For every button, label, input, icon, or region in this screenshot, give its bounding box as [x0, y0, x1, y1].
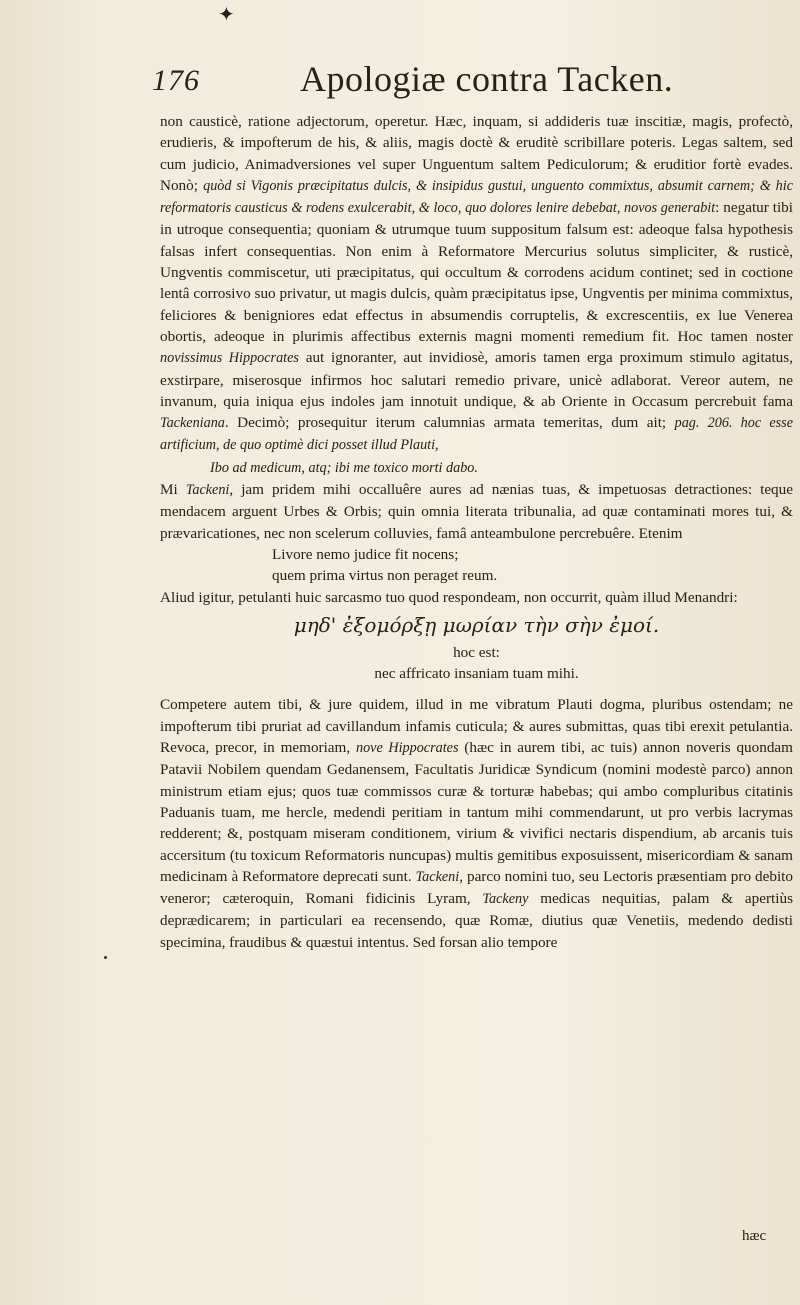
plautus-quote [160, 457, 793, 479]
latin-translation: nec affricato insaniam tuam mihi. [374, 665, 579, 683]
text-run: aut ignoranter, aut invidiosè, amoris tamen erga proximum stimulo agitatus, exstirpare, miserosque infirmos hoc salutari remedio privare, unicè adlaborat. Vereor autem, ne invanum, quia iniqua ejus indoles jam innotuit undique, & ab Oriente in Occasum percrebuit fama [160, 349, 793, 410]
catchword: hæc [742, 1228, 767, 1244]
margin-dot [104, 956, 107, 959]
greek-quote: μηδ' ἐξομόρξῃ μωρίαν τὴν σὴν ἐμοί. [293, 612, 660, 637]
text-run: non causticè, ratione adjectorum, operetur. Hæc, inquam, si addideris tuæ inscitiæ, magis, profectò, erudieris, & impofterum de his, & aliis, magis doctè & eruditè scribillare poteris. Legas saltem, sed cum judicio, Animadversiones vel super Unguentum saltem Pediculorum; & eruditior fortè evades. Nonò; [160, 113, 793, 194]
hoc-est: hoc est: [453, 643, 500, 661]
paragraph-1 [160, 111, 793, 457]
verse-line-2: quem prima virtus non peraget reum. [272, 567, 498, 585]
paragraph-3: Aliud igitur, petulanti huic sarcasmo tuo quod respondeam, non occurrit, quàm illud Menandri: [160, 588, 738, 606]
running-title: Apologiæ contra Tacken. [300, 59, 674, 99]
italic-run: Tackeni [185, 482, 230, 499]
text-run: Competere autem tibi, & jure quidem, illud in me vibratum Plauti dogma, pluribus ostendam; ne impofterum tibi pruriat ad cavillandum infamis cuticula; & aures submittas, quas tibi erexit petulantia. Revoca, precor, in memoriam, [160, 696, 793, 757]
paragraph-2 [160, 479, 793, 544]
text-run: . Decimò; prosequitur iterum calumnias armata temeritas, dum ait; [224, 414, 675, 432]
text-run: medicas nequitias, palam & apertiùs deprædicarem; in particulari ea recensendo, quæ Romæ, diutius quæ Venetiis, medendo dedisti specimina, fraudibus & quæstui intentus. Sed forsan alio tempore [160, 890, 794, 951]
italic-run: pag. 206. hoc esse artificium, de quo optimè dici posset illud Plauti, [160, 415, 793, 454]
page-number: 176 [152, 64, 200, 97]
ink-mark: ✦ [218, 4, 235, 26]
page-header [152, 58, 772, 104]
text-run: : negatur tibi in utroque consequentia; quoniam & utrumque tuum suppositum falsum est: adeoque falsa hypothesis falsas infert consequentias. Non enim à Reformatore Mercurius solutus simpliciter, & rusticè, Ungventis commiscetur, uti præcipitatus, qui occultum & corrodens acidum continet; sed in coctione lentâ corrosivo suo privatur, ut magis dulcis, quàm præcipitatus ipse, Ungventis per minima commixtus, feliciores & benigniores edat effectus in absumendis corruptelis, & excrescentiis, ex lue Venerea obortis, adeoque in plurimis affectibus externis magni momenti remedium fit. Hoc tamen noster [160, 199, 793, 345]
text-run: Mi [160, 481, 186, 499]
italic-run: Tackeni [415, 868, 460, 885]
italic-run: nove Hippocrates [355, 740, 459, 757]
italic-run: Ibo ad medicum, atq; ibi me toxico morti dabo. [210, 459, 478, 476]
italic-run: Tackeniana [160, 415, 225, 432]
italic-run: novissimus Hippocrates [160, 350, 299, 367]
italic-run: quòd si Vigonis præcipitatus dulcis, & insipidus gustui, unguento commixtus, absumit carnem; & hic reformatoris causticus & rodens exulcerabit, & loco, quo dolores lenire debebat, novos generabit [160, 177, 793, 217]
text-run: (hæc in aurem tibi, ac tuis) annon noveris quondam Patavii Nobilem quendam Gedanensem, Facultatis Juridicæ Syndicum (nomini modestè parco) annon ministrum etiam ejus; quos tuæ commissos curæ & torturæ habebas; qui ambo compluribus citatinis Paduanis tuam, me hercle, medendi peritiam in tantum mihi commendarunt, ut pro verbis lacrymas redderent; &, postquam miseram conditionem, virium & vivifici nectaris dispendium, ab arcanis tuis accersitum (tu toxicum Reformatoris nuncupas) multis gemitibus exposuissent, misericordiam & sanam medicinam à Reformatore deprecati sunt. [160, 739, 793, 885]
text-run: , parco nomini tuo, seu Lectoris præsentiam pro debito veneror; cæteroquin, Romani fidicinis Lyram, [160, 867, 793, 908]
text-run: , jam pridem mihi occalluêre aures ad nænias tuas, & impetuosas detractiones: teque mendacem arguent Urbes & Orbis; quin omnia literata tribunalia, ad quæ contaminati mores tui, & prævaricationes, nec non scelerum colluvies, famâ anteambulone percrebuêre. Etenim [160, 481, 793, 542]
paragraph-4 [160, 694, 793, 953]
verse-line-1: Livore nemo judice fit nocens; [272, 545, 459, 563]
italic-run: Tackeny [482, 891, 529, 908]
body-text [160, 111, 793, 953]
